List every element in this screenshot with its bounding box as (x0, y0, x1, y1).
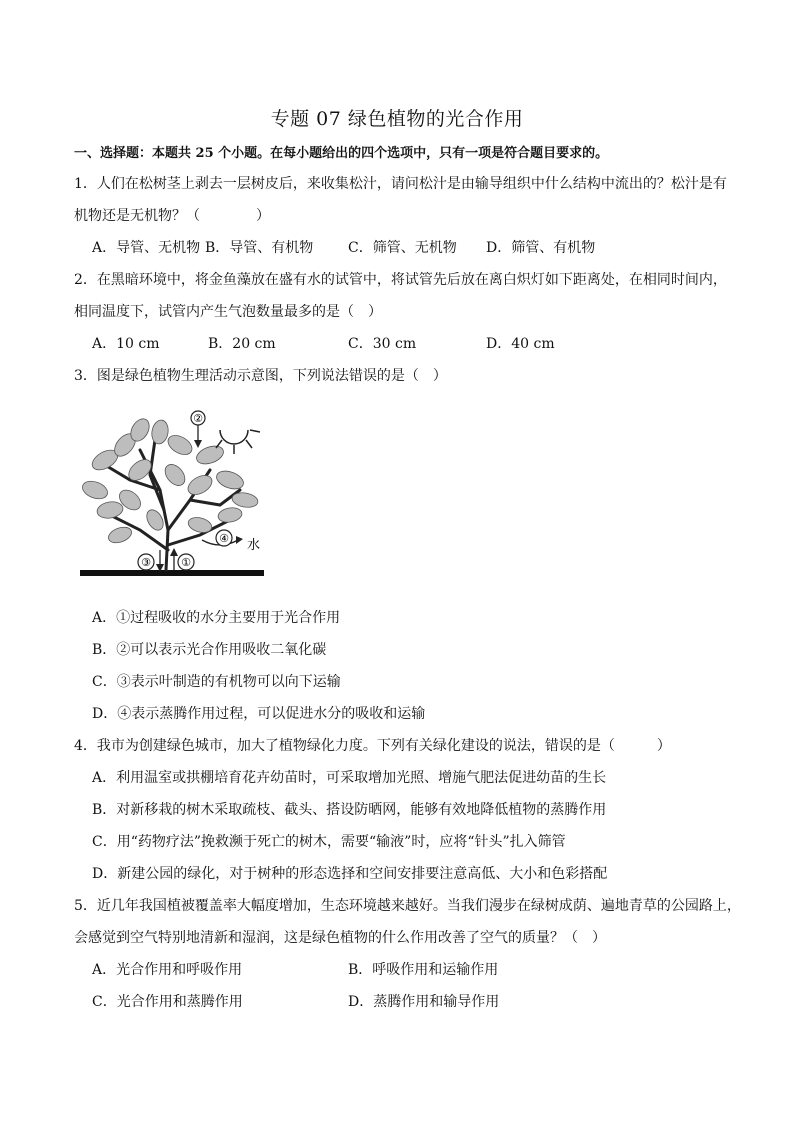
plant-illustration (80, 410, 264, 582)
q2-option-d: D．40 cm (486, 336, 555, 352)
q3-option-a: A．①过程吸收的水分主要用于光合作用 (92, 610, 341, 626)
question-4-text: 4．我市为创建绿色城市，加大了植物绿化力度。下列有关绿化建设的说法，错误的是（ ） (74, 738, 671, 754)
label-2: ② (193, 412, 203, 425)
q4-option-a: A．利用温室或拱棚培育花卉幼苗时，可采取增加光照、增施气肥法促进幼苗的生长 (92, 770, 607, 786)
label-3: ③ (141, 556, 151, 569)
q5-option-d: D．蒸腾作用和输导作用 (348, 994, 500, 1010)
q3-option-c: C．③表示叶制造的有机物可以向下运输 (92, 674, 341, 690)
q1-option-b: B．导管、有机物 (205, 240, 314, 256)
question-2-text-cont: 相同温度下，试管内产生气泡数量最多的是（ ） (74, 304, 382, 320)
q2-option-c: C．30 cm (348, 336, 417, 352)
page-title: 专题 07 绿色植物的光合作用 (270, 108, 524, 130)
q4-option-b: B．对新移栽的树木采取疏枝、截头、搭设防晒网，能够有效地降低植物的蒸腾作用 (92, 802, 607, 818)
q1-option-d: D．筛管、有机物 (486, 240, 596, 256)
q4-option-d: D．新建公园的绿化，对于树种的形态选择和空间安排要注意高低、大小和色彩搭配 (92, 866, 608, 882)
q5-option-b: B．呼吸作用和运输作用 (348, 962, 499, 978)
q2-option-a: A．10 cm (92, 336, 160, 352)
section-heading: 一、选择题：本题共 25 个小题。在每小题给出的四个选项中，只有一项是符合题目要求的。 (74, 146, 609, 161)
question-2-text: 2．在黑暗环境中，将金鱼藻放在盛有水的试管中，将试管先后放在离白炽灯如下距离处，在相同时间内， (74, 272, 727, 288)
question-5-text: 5．近几年我国植被覆盖率大幅度增加，生态环境越来越好。当我们漫步在绿树成荫、遍地青草的公园路上， (74, 898, 741, 914)
q2-option-b: B．20 cm (208, 336, 276, 352)
q5-option-a: A．光合作用和呼吸作用 (92, 962, 243, 978)
q3-option-d: D．④表示蒸腾作用过程，可以促进水分的吸收和运输 (92, 706, 426, 722)
q3-option-b: B．②可以表示光合作用吸收二氧化碳 (92, 642, 327, 658)
q5-option-c: C．光合作用和蒸腾作用 (92, 994, 243, 1010)
question-1-text: 1．人们在松树茎上剥去一层树皮后，来收集松汁，请问松汁是由输导组织中什么结构中流出的？松汁是有 (74, 176, 727, 192)
question-5-text-cont: 会感觉到空气特别地清新和湿润，这是绿色植物的什么作用改善了空气的质量？（ ） (74, 930, 606, 946)
q4-option-c: C．用“药物疗法”挽救濒于死亡的树木，需要“输液”时，应将“针头”扎入筛管 (92, 834, 566, 850)
question-1-text-cont: 机物还是无机物？（ ） (74, 208, 270, 224)
plant-diagram (80, 410, 264, 582)
q1-option-a: A．导管、无机物 (92, 240, 201, 256)
q1-option-c: C．筛管、无机物 (348, 240, 457, 256)
label-1: ① (181, 556, 191, 569)
label-4: ④ (219, 532, 229, 545)
water-label: 水 (247, 538, 261, 553)
ground-bar (80, 570, 264, 576)
question-3-text: 3．图是绿色植物生理活动示意图，下列说法错误的是（ ） (74, 368, 447, 384)
